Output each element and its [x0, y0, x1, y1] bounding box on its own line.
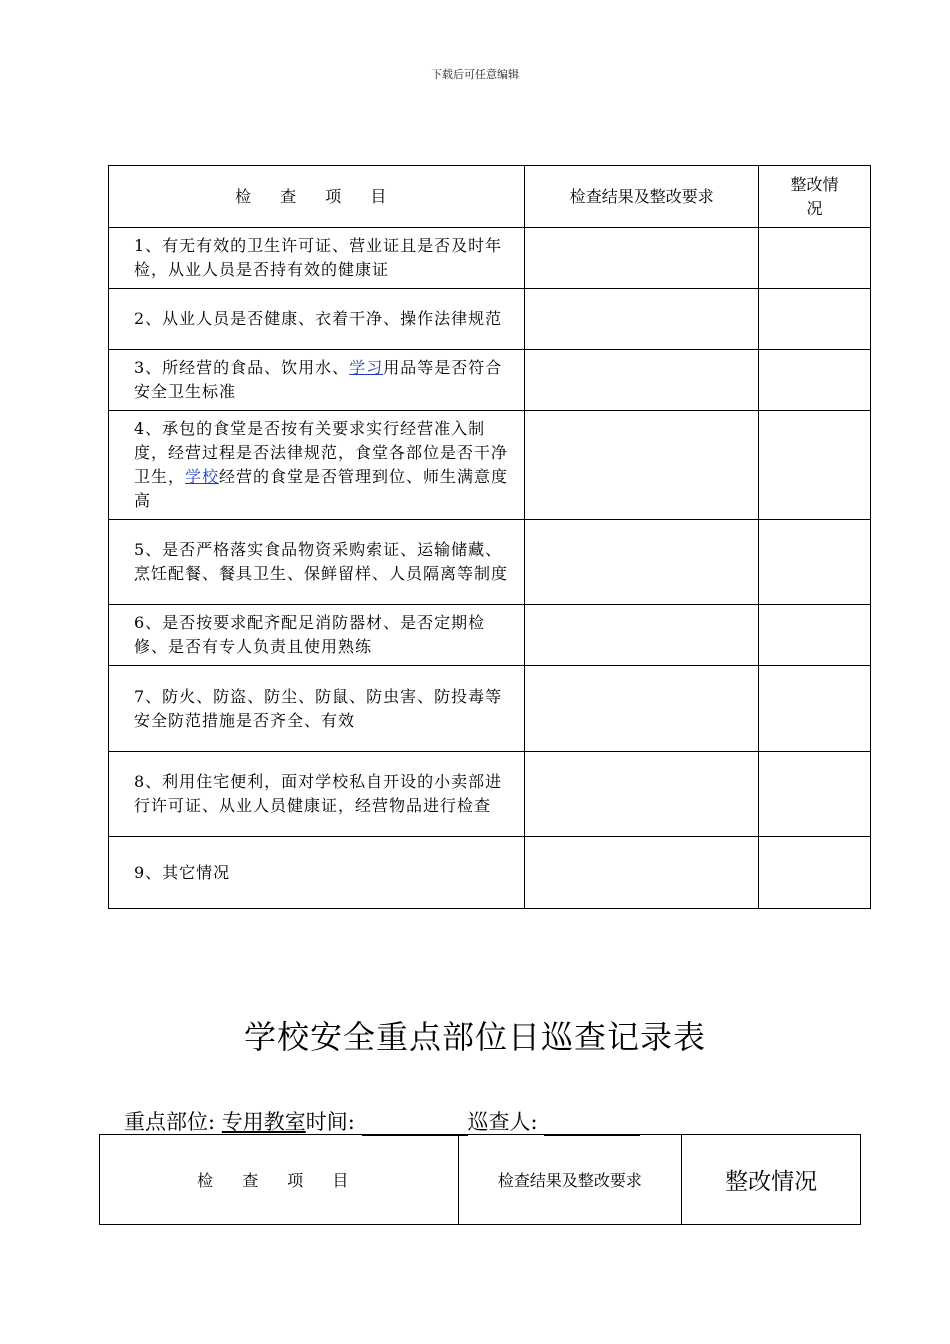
item-text: 6、是否按要求配齐配足消防器材、是否定期检修、是否有专人负责且使用熟练 [109, 605, 525, 666]
time-field[interactable] [362, 1113, 468, 1136]
status-cell[interactable] [759, 520, 871, 605]
table-row [109, 752, 871, 837]
item-text: 2、从业人员是否健康、衣着干净、操作法律规范 [109, 289, 525, 350]
header-note: 下载后可任意编辑 [431, 68, 519, 81]
table-row [109, 605, 871, 666]
inspector-field[interactable] [544, 1113, 640, 1136]
table-row [109, 666, 871, 752]
result-cell[interactable] [525, 289, 759, 350]
header-result: 检查结果及整改要求 [525, 166, 759, 228]
link-study[interactable]: 学习 [349, 358, 384, 377]
status-cell[interactable] [759, 228, 871, 289]
result-cell[interactable] [525, 666, 759, 752]
header-status: 整改情况 [759, 166, 871, 228]
inspection-table-2 [99, 1134, 861, 1225]
table-row [109, 228, 871, 289]
inspection-table-1 [108, 165, 871, 909]
status-cell[interactable] [759, 752, 871, 837]
table-header-row [100, 1135, 861, 1225]
time-label: 时间: [305, 1110, 355, 1134]
result-cell[interactable] [525, 605, 759, 666]
status-cell[interactable] [759, 837, 871, 909]
table-row [109, 837, 871, 909]
link-school[interactable]: 学校 [185, 467, 220, 486]
header-status: 整改情况 [682, 1135, 861, 1225]
inspector-label: 巡查人: [467, 1110, 538, 1134]
result-cell[interactable] [525, 350, 759, 411]
location-value[interactable]: 专用教室 [221, 1110, 306, 1134]
header-check-item: 检 查 项 目 [100, 1135, 459, 1225]
status-cell[interactable] [759, 411, 871, 520]
item-text: 5、是否严格落实食品物资采购索证、运输储藏、烹饪配餐、餐具卫生、保鲜留样、人员隔离等制度 [109, 520, 525, 605]
status-cell[interactable] [759, 350, 871, 411]
item-text: 9、其它情况 [109, 837, 525, 909]
form-title: 学校安全重点部位日巡查记录表 [243, 1018, 706, 1056]
header-result: 检查结果及整改要求 [458, 1135, 682, 1225]
info-line [124, 1106, 640, 1136]
item-text: 7、防火、防盗、防尘、防鼠、防虫害、防投毒等安全防范措施是否齐全、有效 [109, 666, 525, 752]
result-cell[interactable] [525, 228, 759, 289]
result-cell[interactable] [525, 752, 759, 837]
item-text: 8、利用住宅便利，面对学校私自开设的小卖部进行许可证、从业人员健康证，经营物品进行检查 [109, 752, 525, 837]
status-cell[interactable] [759, 666, 871, 752]
item-text: 4、承包的食堂是否按有关要求实行经营准入制度，经营过程是否法律规范，食堂各部位是否干净卫生，学校经营的食堂是否管理到位、师生满意度高 [109, 411, 525, 520]
table-row [109, 289, 871, 350]
item-text: 3、所经营的食品、饮用水、学习用品等是否符合安全卫生标准 [109, 350, 525, 411]
table-row [109, 520, 871, 605]
status-cell[interactable] [759, 289, 871, 350]
header-check-item: 检 查 项 目 [109, 166, 525, 228]
result-cell[interactable] [525, 411, 759, 520]
table-row [109, 411, 871, 520]
table-row [109, 350, 871, 411]
status-cell[interactable] [759, 605, 871, 666]
item-text: 1、有无有效的卫生许可证、营业证且是否及时年检，从业人员是否持有效的健康证 [109, 228, 525, 289]
result-cell[interactable] [525, 837, 759, 909]
result-cell[interactable] [525, 520, 759, 605]
table-header-row [109, 166, 871, 228]
location-label: 重点部位: [124, 1110, 216, 1134]
